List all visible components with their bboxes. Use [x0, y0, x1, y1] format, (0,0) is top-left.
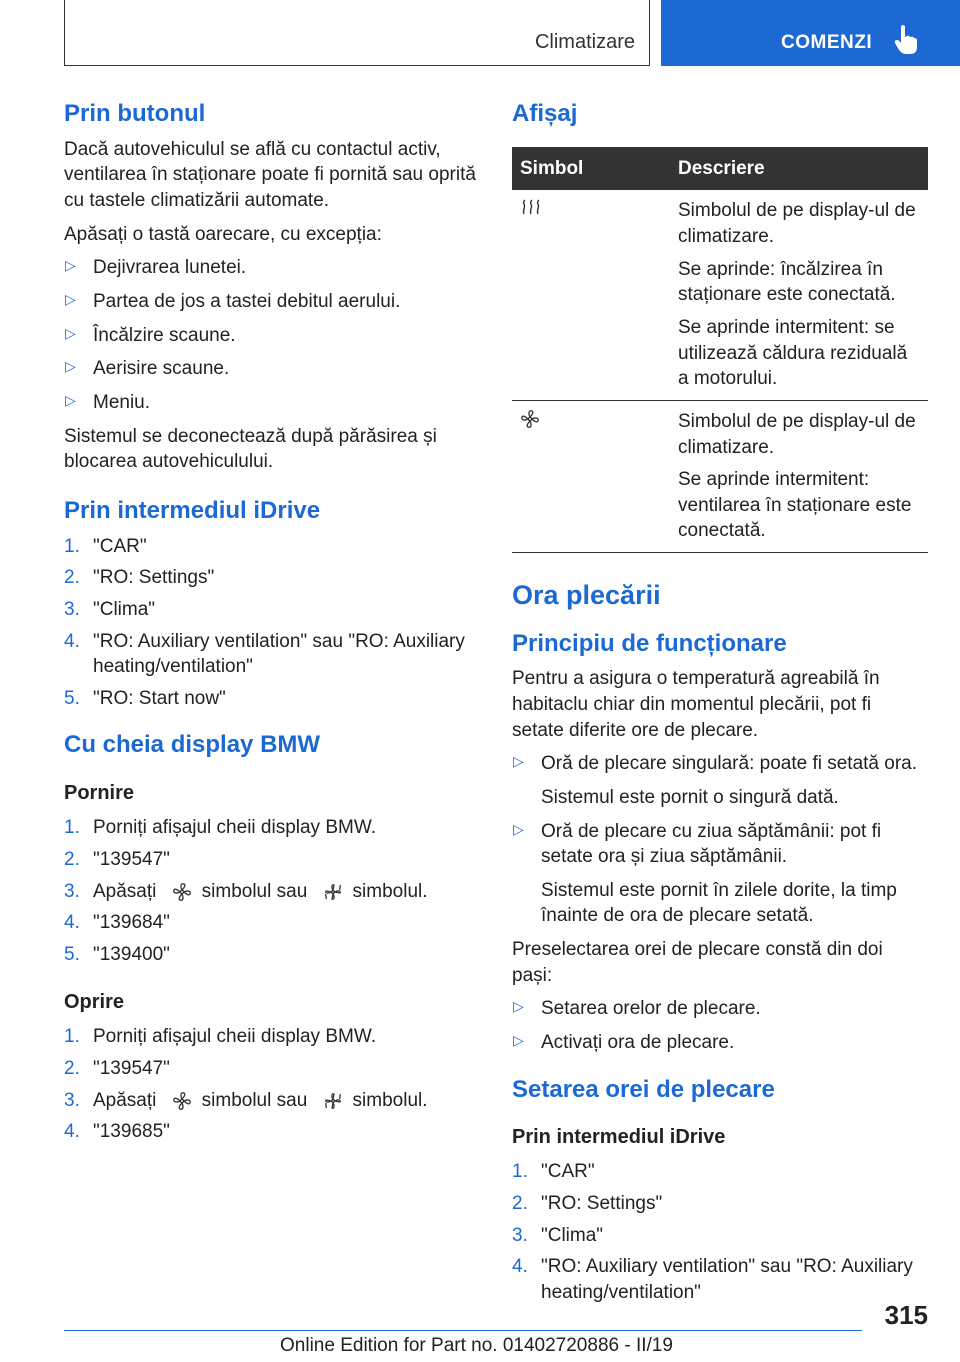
- oprire-steps: [64, 1024, 476, 1145]
- list-item: 2. "139547": [64, 1058, 170, 1080]
- comenzi-label: COMENZI: [781, 32, 873, 53]
- heading-cu-cheia-display: Cu cheia display BMW: [64, 731, 321, 759]
- cell-text: Simbolul de pe display-ul de climatizare.: [678, 200, 916, 248]
- paragraph: Dacă autovehiculul se află cu contactul activ, ventilarea în staționare poate fi pornită sau oprită cu tastele climatizării automate.: [64, 138, 476, 212]
- table-row: [512, 190, 928, 400]
- table-header-simbol: Simbol: [512, 147, 670, 191]
- list-item: ▷ Încălzire scaune.: [64, 323, 476, 349]
- list-item: 2. "RO: Settings": [64, 567, 215, 589]
- paragraph: Apăsați o tastă oarecare, cu excepția:: [64, 223, 382, 245]
- section-title: Climatizare: [534, 31, 635, 53]
- cell-text: Se aprinde: încălzirea în staționare este conectată.: [678, 258, 896, 306]
- list-item: ▷ Oră de plecare singulară: poate fi setată ora. Sistemul este pornit o singură dată.: [512, 751, 928, 810]
- list-item: 1. Porniți afișajul cheii display BMW.: [64, 817, 376, 839]
- comenzi-nav-button[interactable]: [661, 0, 960, 66]
- list-item: 5. "RO: Start now": [64, 687, 226, 709]
- fan-icon: [520, 409, 540, 429]
- list-item: 4. "139684": [64, 912, 170, 934]
- preselect-steps-list: [512, 996, 928, 1055]
- right-column: [512, 100, 928, 1312]
- list-item: 4. "RO: Auxiliary ventilation" sau "RO: Auxiliary heating/ventilation": [512, 1256, 913, 1303]
- list-item: 3. Apăsați simbolul sau simbolul.: [64, 1089, 428, 1111]
- heading-setarea-orei: Setarea orei de plecare: [512, 1075, 775, 1103]
- symbol-table: [512, 147, 928, 553]
- hand-pointer-icon: [893, 24, 919, 56]
- list-item: ▷ Oră de plecare cu ziua săptămânii: pot fi setate ora și ziua săptămânii. Sistemul este pornit în zilele dorite, la timp înainte de ora de plecare setată.: [512, 819, 928, 930]
- list-item: 1. "CAR": [64, 535, 147, 557]
- fan-heat-icon: [323, 1091, 343, 1111]
- list-item: 4. "RO: Auxiliary ventilation" sau "RO: Auxiliary heating/ventilation": [64, 630, 465, 678]
- heating-waves-icon: [520, 198, 542, 216]
- heading-pornire: Pornire: [64, 782, 135, 805]
- pornire-steps: [64, 815, 476, 967]
- table-row: [512, 400, 928, 552]
- heading-oprire: Oprire: [64, 991, 125, 1014]
- list-item: 3. "Clima": [64, 598, 156, 620]
- list-item: 3. "Clima": [512, 1224, 604, 1246]
- cell-text: Simbolul de pe display-ul de climatizare.: [678, 410, 916, 458]
- heading-prin-idrive: Prin intermediul iDrive: [512, 1126, 726, 1149]
- list-item: 1. "CAR": [512, 1161, 595, 1183]
- cell-text: Se aprinde intermitent: ventilarea în staționare este conectată.: [678, 469, 912, 542]
- header-section-box: [64, 0, 650, 66]
- list-item: 4. "139685": [64, 1121, 170, 1143]
- fan-icon: [172, 882, 192, 902]
- list-item: 1. Porniți afișajul cheii display BMW.: [64, 1026, 376, 1048]
- list-item: ▷ Aerisire scaune.: [64, 356, 476, 382]
- list-item: 2. "RO: Settings": [512, 1193, 663, 1215]
- heading-prin-butonul: Prin butonul: [64, 100, 206, 127]
- page-number: 315: [884, 1300, 928, 1330]
- cell-text: Se aprinde intermitent: se utilizează căldura reziduală a motorului.: [678, 317, 908, 390]
- fan-heat-icon: [323, 882, 343, 902]
- heading-afisaj: Afișaj: [512, 100, 578, 127]
- heading-principiu: Principiu de funcționare: [512, 629, 787, 657]
- left-column: [64, 100, 476, 1151]
- paragraph: Pentru a asigura o temperatură agreabilă în habitaclu chiar din momentul plecării, pot fi setate diferite ore de plecare.: [512, 668, 880, 741]
- table-header-descriere: Descriere: [670, 147, 928, 191]
- paragraph: Preselectarea orei de plecare constă din doi pași:: [512, 939, 883, 986]
- list-item: ▷ Setarea orelor de plecare.: [512, 996, 928, 1022]
- departure-types-list: [512, 751, 928, 929]
- exception-list: [64, 255, 476, 415]
- list-item: 5. "139400": [64, 943, 170, 965]
- list-item: 3. Apăsați simbolul sau simbolul.: [64, 880, 428, 902]
- heading-ora-plecarii: Ora plecării: [512, 580, 661, 611]
- table-header-row: [512, 147, 928, 191]
- heading-prin-intermediul-idrive: Prin intermediul iDrive: [64, 496, 321, 524]
- paragraph: Sistemul se deconectează după părăsirea și blocarea autovehiculului.: [64, 425, 437, 473]
- list-item: ▷ Dejivrarea lunetei.: [64, 255, 476, 281]
- footer-divider: [64, 1330, 862, 1331]
- setarea-steps: [512, 1159, 928, 1305]
- footer-edition: Online Edition for Part no. 01402720886 - II/19: [280, 1335, 673, 1356]
- list-item: 2. "139547": [64, 848, 170, 870]
- fan-icon: [172, 1091, 192, 1111]
- idrive-steps: [64, 534, 476, 712]
- list-item: ▷ Meniu.: [64, 390, 476, 416]
- list-item: ▷ Activați ora de plecare.: [512, 1030, 928, 1056]
- list-item: ▷ Partea de jos a tastei debitul aerului.: [64, 289, 476, 315]
